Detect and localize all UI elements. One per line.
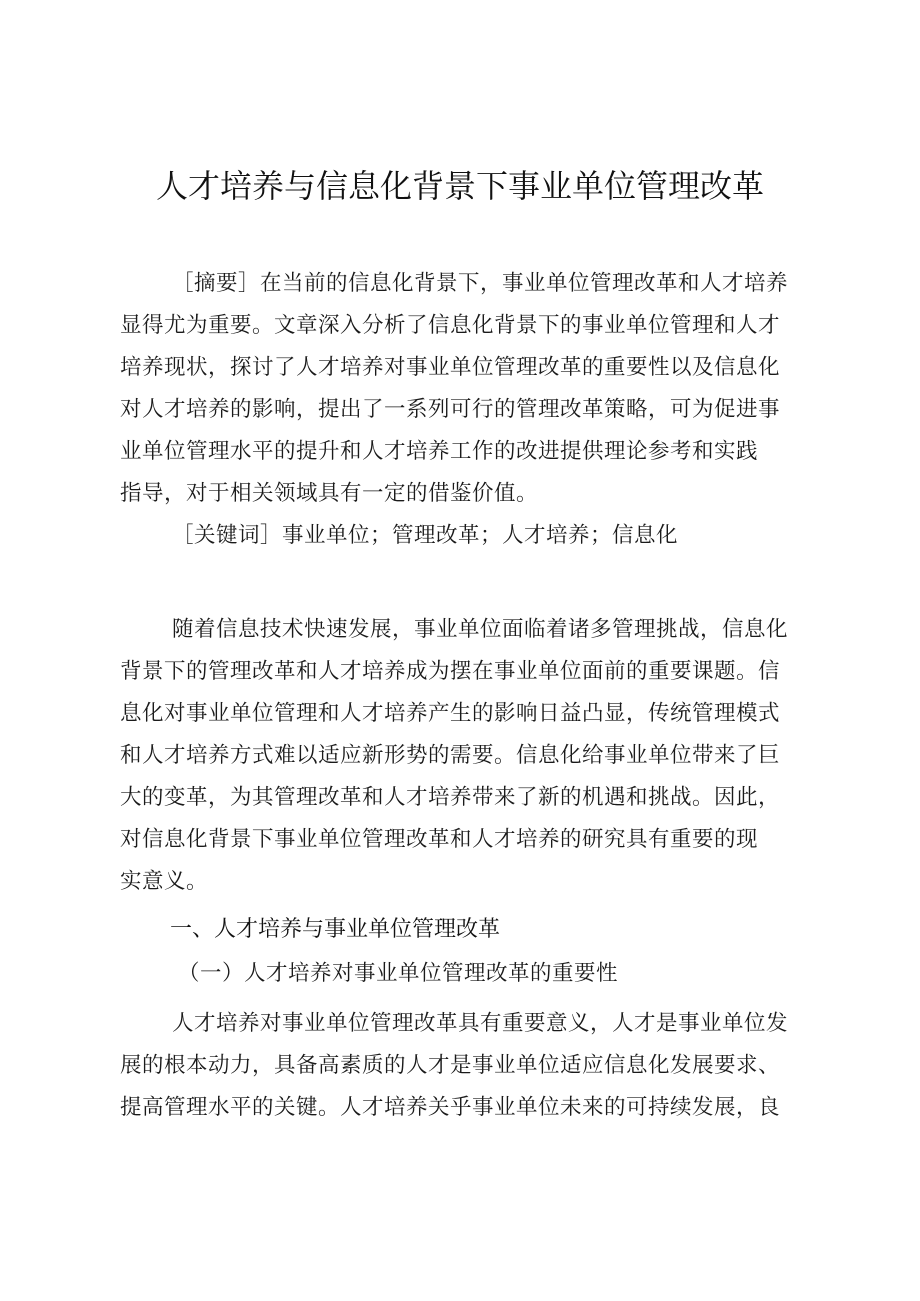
intro-line: 和人才培养方式难以适应新形势的需要。信息化给事业单位带来了巨 xyxy=(120,743,781,768)
intro-line: 背景下的管理改革和人才培养成为摆在事业单位面前的重要课题。信 xyxy=(120,659,781,684)
body-line: 提高管理水平的关键。人才培养关乎事业单位未来的可持续发展，良 xyxy=(120,1095,781,1120)
body-line: 展的根本动力，具备高素质的人才是事业单位适应信息化发展要求、 xyxy=(120,1053,781,1078)
abstract-line: 显得尤为重要。文章深入分析了信息化背景下的事业单位管理和人才 xyxy=(120,313,781,338)
intro-line: 大的变革，为其管理改革和人才培养带来了新的机遇和挑战。因此， xyxy=(120,785,781,810)
keywords-line: ［关键词］事业单位；管理改革；人才培养；信息化 xyxy=(172,523,679,548)
document-title: 人才培养与信息化背景下事业单位管理改革 xyxy=(155,167,764,205)
introduction xyxy=(120,612,810,900)
intro-line: 对信息化背景下事业单位管理改革和人才培养的研究具有重要的现 xyxy=(120,827,759,852)
abstract-line: 业单位管理水平的提升和人才培养工作的改进提供理论参考和实践 xyxy=(120,439,759,464)
abstract-line: 指导，对于相关领域具有一定的借鉴价值。 xyxy=(120,481,539,506)
abstract xyxy=(120,266,810,554)
intro-line: 息化对事业单位管理和人才培养产生的影响日益凸显，传统管理模式 xyxy=(120,701,781,726)
section-heading: 一、人才培养与事业单位管理改革 xyxy=(170,917,501,942)
intro-line: 实意义。 xyxy=(120,869,209,894)
intro-line: 随着信息技术快速发展，事业单位面临着诸多管理挑战，信息化 xyxy=(172,617,789,642)
abstract-line: 对人才培养的影响，提出了一系列可行的管理改革策略，可为促进事 xyxy=(120,397,781,422)
abstract-line: ［摘要］在当前的信息化背景下，事业单位管理改革和人才培养 xyxy=(172,271,789,296)
subsection-heading: （一）人才培养对事业单位管理改革的重要性 xyxy=(178,961,619,986)
abstract-line: 培养现状，探讨了人才培养对事业单位管理改革的重要性以及信息化 xyxy=(120,355,781,380)
subsection-body xyxy=(120,1006,810,1126)
body-line: 人才培养对事业单位管理改革具有重要意义，人才是事业单位发 xyxy=(172,1011,789,1036)
